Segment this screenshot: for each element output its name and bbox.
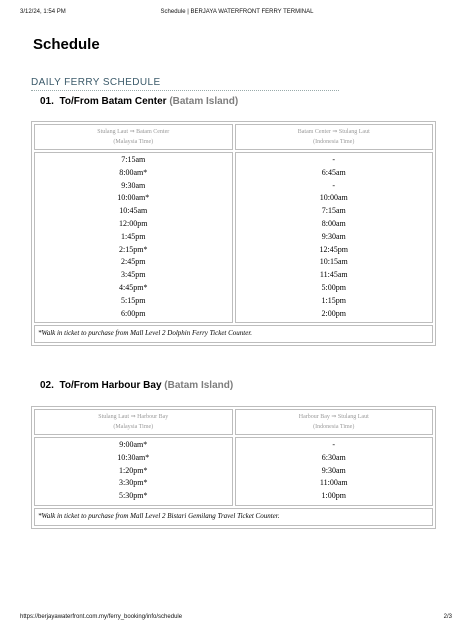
outbound-departure-times	[34, 437, 233, 506]
route-number: 02.	[40, 380, 54, 391]
column-header-inbound	[235, 409, 434, 435]
walk-in-ticket-note: *Walk in ticket to purchase from Mall Level 2 Dolphin Ferry Ticket Counter.	[34, 325, 433, 343]
print-url: https://berjayawaterfront.com.my/ferry_booking/info/schedule	[20, 614, 183, 620]
route-title: To/From Batam Center	[59, 96, 167, 107]
column-header-route: Stulang Laut ⇒ Harbour Bay	[98, 414, 169, 420]
inbound-times-list: - 6:45am - 10:00am 7:15am 8:00am 9:30am 12:45pm 10:15am 11:45am 5:00pm 1:15pm 2:00pm	[319, 155, 348, 318]
outbound-departure-times	[34, 152, 233, 323]
column-header-timezone: (Indonesia Time)	[313, 424, 355, 430]
outbound-times-list: 9:00am* 10:30am* 1:20pm* 3:30pm* 5:30pm*	[117, 440, 150, 501]
page-title: Schedule	[33, 36, 100, 53]
route-title: To/From Harbour Bay	[59, 380, 162, 391]
route-heading-batam-center	[40, 96, 238, 107]
column-header-outbound	[34, 409, 233, 435]
section-label: DAILY FERRY SCHEDULE	[31, 77, 161, 88]
schedule-table-harbour-bay	[31, 406, 436, 529]
column-header-timezone: (Malaysia Time)	[113, 424, 154, 430]
inbound-departure-times	[235, 437, 434, 506]
column-header-route: Harbour Bay ⇒ Stulang Laut	[298, 414, 369, 420]
inbound-departure-times	[235, 152, 434, 323]
print-window-title: Schedule | BERJAYA WATERFRONT FERRY TERMINAL	[160, 9, 314, 15]
walk-in-ticket-note: *Walk in ticket to purchase from Mall Level 2 Bistari Gemilang Travel Ticket Counter.	[34, 508, 433, 526]
column-header-timezone: (Indonesia Time)	[313, 139, 355, 145]
column-header-route: Batam Center ⇒ Stulang Laut	[297, 129, 370, 135]
route-heading-harbour-bay	[40, 380, 233, 391]
print-page-number: 2/3	[443, 614, 452, 620]
column-header-timezone: (Malaysia Time)	[113, 139, 154, 145]
route-number: 01.	[40, 96, 54, 107]
inbound-times-list: - 6:30am 9:30am 11:00am 1:00pm	[319, 440, 348, 501]
outbound-times-list: 7:15am 8:00am* 9:30am 10:00am* 10:45am 12:00pm 1:45pm 2:15pm* 2:45pm 3:45pm 4:45pm* 5:15pm 6:00pm	[117, 155, 150, 318]
section-divider	[31, 90, 339, 91]
schedule-table-batam-center	[31, 121, 436, 346]
column-header-route: Stulang Laut ⇒ Batam Center	[97, 129, 170, 135]
column-header-outbound	[34, 124, 233, 150]
route-island: (Batam Island)	[169, 96, 239, 107]
column-header-inbound	[235, 124, 434, 150]
print-timestamp: 3/12/24, 1:54 PM	[20, 9, 66, 15]
route-island: (Batam Island)	[164, 380, 234, 391]
